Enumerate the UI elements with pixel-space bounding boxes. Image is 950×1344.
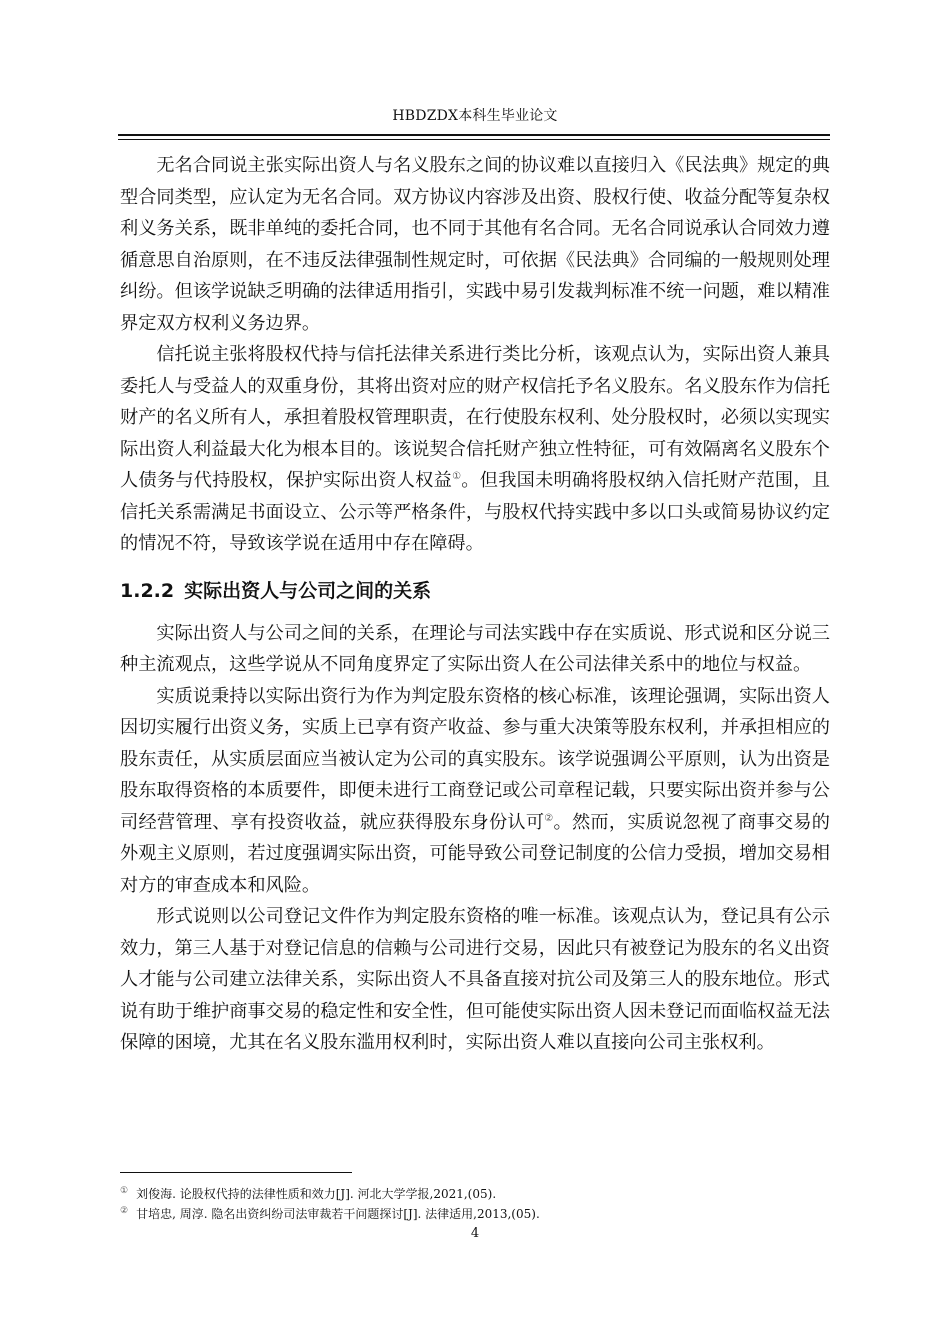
footnote-mark: ② bbox=[120, 1206, 129, 1216]
section-number: 1.2.2 bbox=[120, 579, 175, 602]
footnote-text: 刘俊海. 论股权代持的法律性质和效力[J]. 河北大学学报,2021,(05). bbox=[136, 1187, 497, 1201]
footnote-mark: ① bbox=[120, 1186, 129, 1196]
footnote-text: 甘培忠, 周淳. 隐名出资纠纷司法审裁若干问题探讨[J]. 法律适用,2013,(05). bbox=[136, 1207, 540, 1221]
paragraph-intro: 实际出资人与公司之间的关系，在理论与司法实践中存在实质说、形式说和区分说三种主流观点，这些学说从不同角度界定了实际出资人在公司法律关系中的地位与权益。 bbox=[120, 622, 830, 675]
paragraph-text: 。然而，实质说忽视了商事交易的外观主义原则，若过度强调实际出资，可能导致公司登记制度的公信力受损，增加交易相对方的审查成本和风险。 bbox=[120, 811, 830, 896]
paragraph-text: 。但我国未明确将股权纳入信托财产范围，且信托关系需满足书面设立、公示等严格条件，与股权代持实践中多以口头或简易协议约定的情况不符，导致该学说在适用中存在障碍。 bbox=[120, 470, 830, 554]
header-rule-thin bbox=[118, 139, 830, 140]
page-header: HBDZDX本科生毕业论文 bbox=[392, 108, 558, 124]
paragraph-form-theory: 形式说则以公司登记文件作为判定股东资格的唯一标准。该观点认为，登记具有公示效力，第三人基于对登记信息的信赖与公司进行交易，因此只有被登记为股东的名义出资人才能与公司建立法律关系，实际出资人不具备直接对抗公司及第三人的股东地位。形式说有助于维护商事交易的稳定性和安全性，但可能使实际出资人因未登记而面临权益无法保障的困境，尤其在名义股东滥用权利时，实际出资人难以直接向公司主张权利。 bbox=[120, 906, 830, 1053]
paragraph-text: 实质说秉持以实际出资行为作为判定股东资格的核心标准，该理论强调，实际出资人因切实履行出资义务，实质上已享有资产收益、参与重大决策等股东权利，并承担相应的股东责任，从实质层面应当被认定为公司的真实股东。该学说强调公平原则，认为出资是股东取得资格的本质要件，即便未进行工商登记或公司章程记载，只要实际出资并参与公司经营管理、享有投资收益，就应获得股东身份认可 bbox=[120, 685, 830, 833]
footnote-2 bbox=[120, 1203, 830, 1223]
footnote-ref: ① bbox=[452, 470, 462, 482]
footnotes bbox=[120, 1183, 830, 1223]
paragraph-text: 信托说主张将股权代持与信托法律关系进行类比分析，该观点认为，实际出资人兼具委托人与受益人的双重身份，其将出资对应的财产权信托予名义股东。名义股东作为信托财产的名义所有人，承担着股权管理职责，在行使股东权利、处分股权时，必须以实现实际出资人利益最大化为根本目的。该说契合信托财产独立性特征，可有效隔离名义股东个人债务与代持股权，保护实际出资人权益 bbox=[120, 344, 830, 491]
footnote-ref: ② bbox=[544, 812, 554, 824]
footnote-1 bbox=[120, 1183, 830, 1203]
paragraph-innominate-contract: 无名合同说主张实际出资人与名义股东之间的协议难以直接归入《民法典》规定的典型合同类型，应认定为无名合同。双方协议内容涉及出资、股权行使、收益分配等复杂权利义务关系，既非单纯的委托合同，也不同于其他有名合同。无名合同说承认合同效力遵循意思自治原则，在不违反法律强制性规定时，可依据《民法典》合同编的一般规则处理纠纷。但该学说缺乏明确的法律适用指引，实践中易引发裁判标准不统一问题，难以精准界定双方权利义务边界。 bbox=[120, 155, 830, 334]
header-rule-thick bbox=[118, 134, 830, 136]
paragraph-trust-theory bbox=[120, 339, 830, 560]
section-heading bbox=[120, 574, 830, 608]
main-body bbox=[120, 150, 830, 1059]
page-number: 4 bbox=[470, 1226, 480, 1241]
footnote-separator bbox=[120, 1172, 352, 1173]
paragraph-substance-theory bbox=[120, 681, 830, 902]
section-title: 实际出资人与公司之间的关系 bbox=[184, 579, 432, 602]
